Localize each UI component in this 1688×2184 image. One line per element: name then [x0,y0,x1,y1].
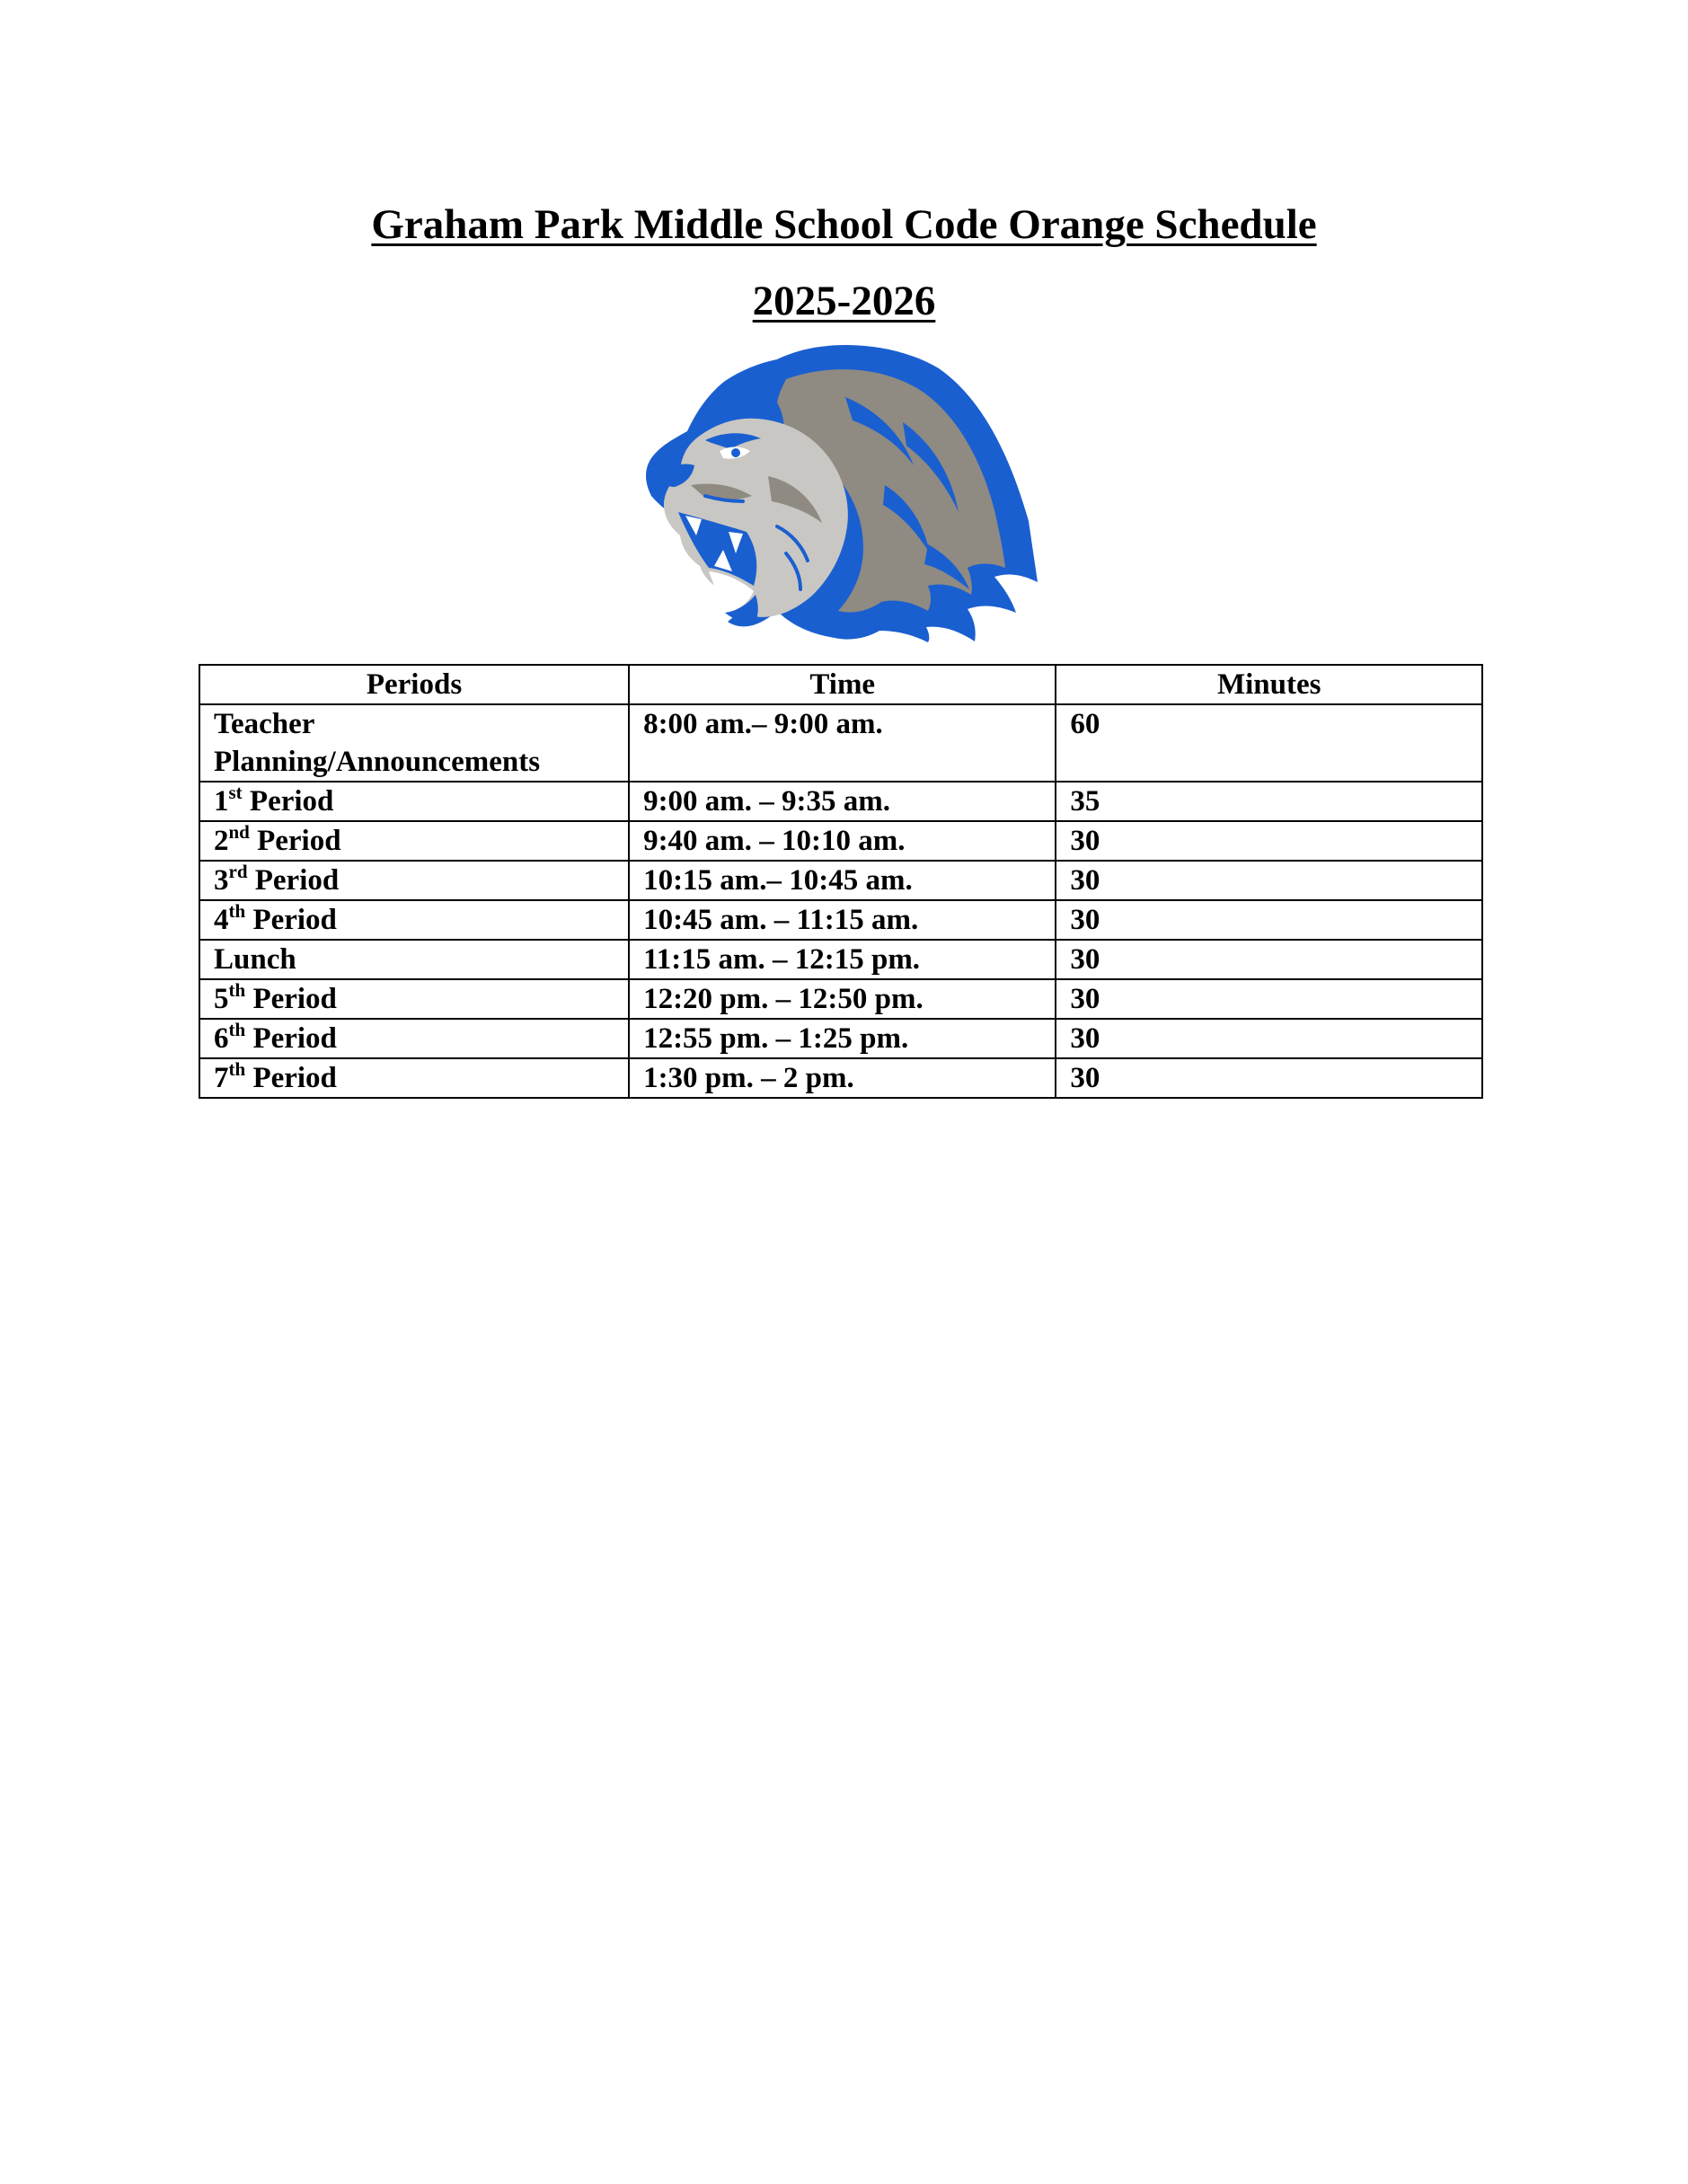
time-cell: 12:20 pm. – 12:50 pm. [629,979,1056,1019]
period-cell: 4th Period [199,900,629,940]
table-row [199,861,1482,900]
header-minutes: Minutes [1056,665,1482,704]
time-cell: 10:15 am.– 10:45 am. [629,861,1056,900]
minutes-cell: 30 [1056,1058,1482,1098]
header-time: Time [629,665,1056,704]
table-row [199,1019,1482,1058]
table-row [199,782,1482,821]
period-cell: Teacher Planning/Announcements [199,704,629,782]
table-row [199,940,1482,979]
table-row [199,821,1482,861]
period-cell: 7th Period [199,1058,629,1098]
minutes-cell: 30 [1056,861,1482,900]
period-cell: 6th Period [199,1019,629,1058]
time-cell: 11:15 am. – 12:15 pm. [629,940,1056,979]
minutes-cell: 30 [1056,900,1482,940]
time-cell: 10:45 am. – 11:15 am. [629,900,1056,940]
table-row [199,979,1482,1019]
time-cell: 12:55 pm. – 1:25 pm. [629,1019,1056,1058]
school-year: 2025-2026 [752,278,936,324]
time-cell: 8:00 am.– 9:00 am. [629,704,1056,782]
table-row [199,1058,1482,1098]
time-cell: 9:00 am. – 9:35 am. [629,782,1056,821]
minutes-cell: 30 [1056,821,1482,861]
period-cell: 1st Period [199,782,629,821]
table-header-row [199,665,1482,704]
period-cell: 3rd Period [199,861,629,900]
minutes-cell: 30 [1056,940,1482,979]
minutes-cell: 60 [1056,704,1482,782]
minutes-cell: 30 [1056,979,1482,1019]
time-cell: 1:30 pm. – 2 pm. [629,1058,1056,1098]
lion-head-mascot-icon [642,341,1038,642]
minutes-cell: 30 [1056,1019,1482,1058]
period-cell: 2nd Period [199,821,629,861]
table-row [199,704,1482,782]
period-cell: Lunch [199,940,629,979]
period-cell: 5th Period [199,979,629,1019]
header-periods: Periods [199,665,629,704]
page-title: Graham Park Middle School Code Orange Schedule [371,201,1317,248]
time-cell: 9:40 am. – 10:10 am. [629,821,1056,861]
schedule-table [199,664,1483,1099]
table-row [199,900,1482,940]
minutes-cell: 35 [1056,782,1482,821]
